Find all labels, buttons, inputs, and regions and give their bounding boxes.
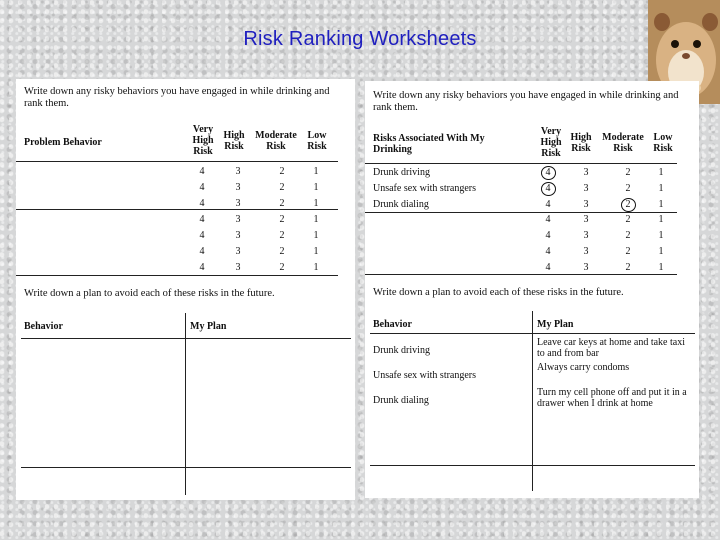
risk-label: Drunk driving	[373, 167, 430, 178]
rank-value: 1	[658, 182, 664, 194]
rank-value: 3	[235, 182, 241, 193]
plan-instructions: Write down a plan to avoid each of these risks in the future.	[24, 288, 275, 299]
rank-value: 2	[625, 230, 631, 242]
rank-value: 3	[583, 198, 589, 210]
rank-value: 3	[583, 167, 589, 178]
plan-behavior: Unsafe sex with strangers	[373, 370, 477, 381]
rank-value: 2	[625, 246, 631, 257]
rank-value: 3	[583, 214, 589, 226]
rank-instructions: Write down any risky behaviors you have engaged in while drinking and rank them.	[24, 86, 330, 109]
plan-behavior: Drunk driving	[373, 345, 430, 356]
rank-value: 4	[199, 230, 205, 241]
rank-value: 3	[235, 262, 241, 273]
rank-value: 1	[313, 198, 319, 209]
rank-value: 2	[625, 214, 631, 226]
rank-value: 4	[199, 246, 205, 257]
rank-value: 3	[235, 230, 241, 241]
high-risk-header: High Risk	[223, 130, 245, 152]
risk-label: Drunk dialing	[373, 198, 429, 210]
rank-value: 2	[279, 198, 285, 209]
example-worksheet	[365, 81, 699, 498]
plan-text: Turn my cell phone off and put it in a drawer when I drink at home	[537, 387, 687, 409]
rank-value: 3	[583, 182, 589, 194]
rank-value: 1	[658, 198, 664, 210]
rank-value: 4	[545, 182, 551, 194]
low-risk-header-example: Low Risk	[653, 132, 673, 154]
risks-header: Risks Associated With My Drinking	[373, 133, 485, 155]
rank-value: 3	[235, 198, 241, 209]
risk-label: Unsafe sex with strangers	[373, 182, 477, 194]
rank-value: 3	[583, 246, 589, 257]
rank-value: 2	[279, 230, 285, 241]
my-plan-header-example: My Plan	[537, 319, 574, 330]
rank-value: 3	[583, 261, 589, 273]
rank-value: 2	[279, 262, 285, 273]
very-high-risk-header-example: Very High Risk	[540, 126, 562, 159]
rank-value: 2	[279, 246, 285, 257]
rank-value: 1	[313, 230, 319, 241]
rank-value: 3	[235, 166, 241, 177]
very-high-risk-header: Very High Risk	[192, 124, 214, 157]
rank-value: 4	[545, 230, 551, 242]
rank-value: 4	[545, 167, 551, 178]
moderate-risk-header-example: Moderate Risk	[602, 132, 644, 154]
plan-text: Always carry condoms	[537, 362, 630, 373]
rank-value: 1	[313, 214, 319, 225]
rank-value: 2	[625, 182, 631, 194]
rank-value: 1	[313, 182, 319, 193]
circled-choice	[621, 198, 636, 212]
rank-value: 2	[625, 198, 631, 210]
rank-value: 4	[545, 198, 551, 210]
rank-instructions-example: Write down any risky behaviors you have engaged in while drinking and rank them.	[373, 90, 679, 113]
rank-value: 3	[235, 214, 241, 225]
rank-value: 2	[279, 214, 285, 225]
rank-value: 1	[313, 246, 319, 257]
rank-value: 1	[658, 230, 664, 242]
rank-value: 2	[625, 167, 631, 178]
rank-value: 1	[658, 214, 664, 226]
rank-value: 1	[658, 167, 664, 178]
behavior-header: Behavior	[24, 321, 63, 332]
plan-text: Leave car keys at home and take taxi to and from bar	[537, 337, 685, 359]
high-risk-header-example: High Risk	[570, 132, 592, 154]
rank-value: 4	[545, 246, 551, 257]
rank-value: 4	[199, 182, 205, 193]
slide-title: Risk Ranking Worksheets	[243, 28, 477, 50]
rank-value: 4	[545, 261, 551, 273]
rank-value: 1	[313, 262, 319, 273]
rank-value: 4	[199, 198, 205, 209]
blank-worksheet	[16, 79, 355, 500]
circled-choice	[541, 166, 556, 180]
moderate-risk-header: Moderate Risk	[255, 130, 297, 152]
rank-value: 1	[658, 246, 664, 257]
behavior-header-example: Behavior	[373, 319, 412, 330]
plan-instructions-example: Write down a plan to avoid each of these risks in the future.	[373, 287, 624, 298]
rank-value: 4	[199, 262, 205, 273]
rank-value: 3	[235, 246, 241, 257]
rank-value: 4	[199, 166, 205, 177]
rank-value: 4	[545, 214, 551, 226]
rank-value: 1	[313, 166, 319, 177]
low-risk-header: Low Risk	[307, 130, 327, 152]
rank-value: 3	[583, 230, 589, 242]
rank-value: 1	[658, 261, 664, 273]
rank-value: 2	[625, 261, 631, 273]
rank-value: 4	[199, 214, 205, 225]
circled-choice	[541, 182, 556, 196]
plan-behavior: Drunk dialing	[373, 395, 429, 406]
my-plan-header: My Plan	[190, 321, 227, 332]
problem-behavior-header: Problem Behavior	[24, 137, 102, 148]
rank-value: 2	[279, 182, 285, 193]
rank-value: 2	[279, 166, 285, 177]
